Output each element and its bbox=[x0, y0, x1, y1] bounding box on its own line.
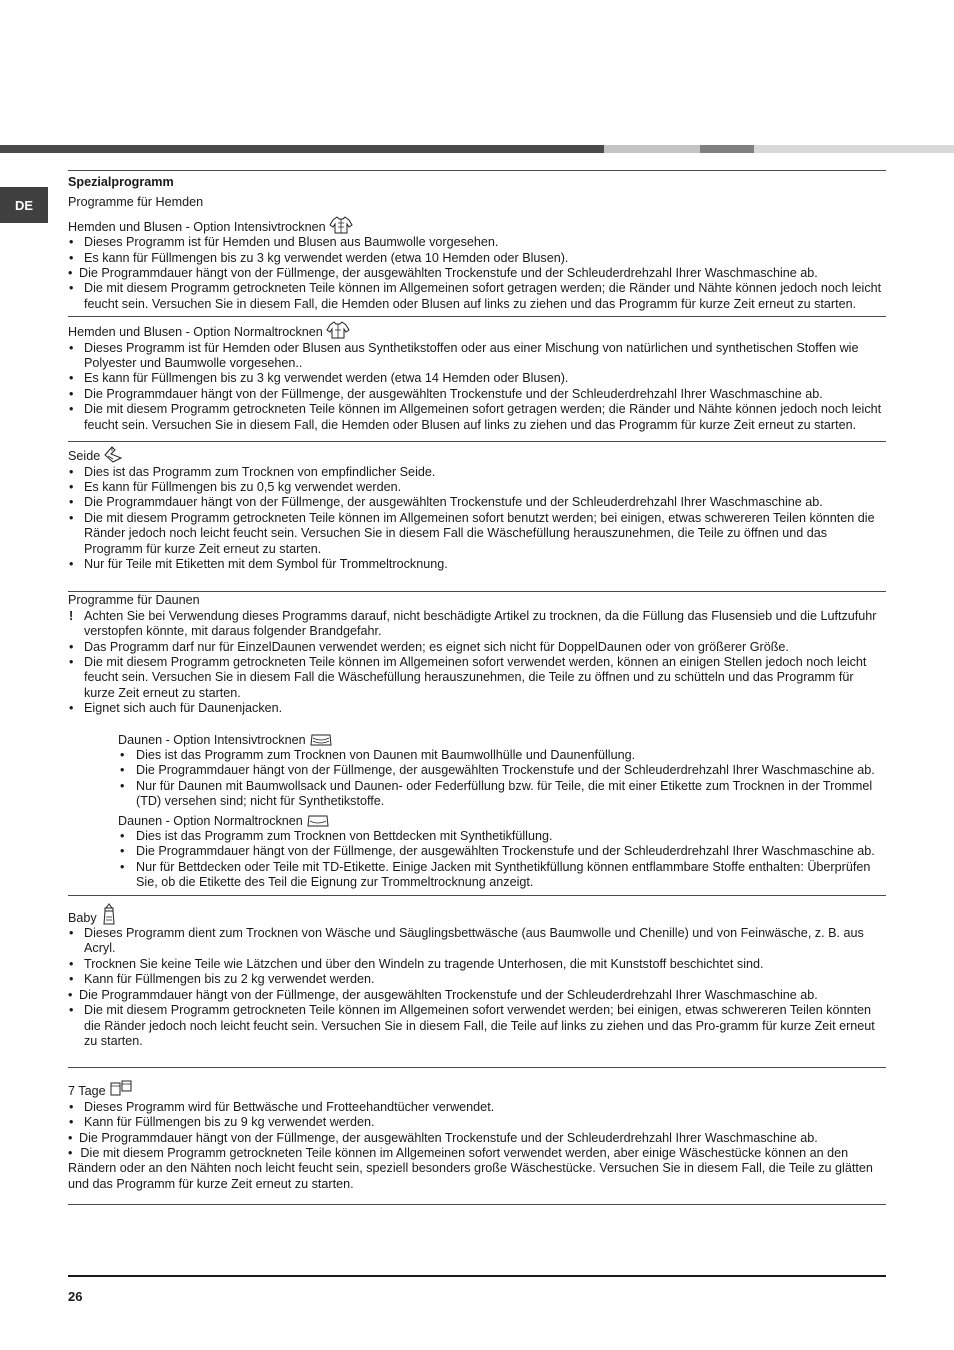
list-item: • Kann für Füllmengen bis zu 2 kg verwendet werden. bbox=[68, 972, 886, 987]
list-item: • Die Programmdauer hängt von der Füllmenge, der ausgewählten Trockenstufe und der Schleuderdrehzahl Ihrer Waschmaschine ab. bbox=[68, 495, 886, 510]
seven-days-list bbox=[68, 1100, 886, 1192]
list-item: • Nur für Bettdecken oder Teile mit TD-Etikette. Einige Jacken mit Synthetikfüllung können entflammbare Stoffe enthalten: Überprüfen Sie, ob die Etikette des Teil die Eignung zur Trommeltrocknung anzeigt. bbox=[118, 860, 886, 891]
shirt-icon bbox=[326, 321, 350, 339]
down-normal-list bbox=[118, 829, 886, 891]
list-item: • Dies ist das Programm zum Trocknen von empfindlicher Seide. bbox=[68, 465, 886, 480]
down-normal-heading bbox=[118, 814, 886, 829]
section-divider bbox=[68, 1204, 886, 1205]
shirts-normal-heading bbox=[68, 321, 886, 340]
list-item: • Trocknen Sie keine Teile wie Lätzchen und über den Windeln zu tragende Unterhosen, die mit Kunststoff beschichtet sind. bbox=[68, 957, 886, 972]
duvet-icon bbox=[309, 733, 333, 747]
list-item: • Es kann für Füllmengen bis zu 3 kg verwendet werden (etwa 14 Hemden oder Blusen). bbox=[68, 371, 886, 386]
section-shirts-normal bbox=[68, 316, 886, 433]
shirts-intensive-list bbox=[68, 235, 886, 312]
header-color-bar bbox=[0, 145, 954, 153]
seven-days-heading bbox=[68, 1080, 886, 1099]
list-item: • Die Programmdauer hängt von der Füllmenge, der ausgewählten Trockenstufe und der Schleuderdrehzahl Ihrer Waschmaschine ab. bbox=[118, 844, 886, 859]
list-item: • Die mit diesem Programm getrockneten Teile können im Allgemeinen sofort benutzt werden; bei einigen, etwas schwereren Teilen könnten die Ränder jedoch noch leicht feucht sein. Versuchen Sie in diesem Fall die Wäschefüllung herauszunehmen, die Teile zu öffnen und das Programm für kurze Zeit erneut zu starten. bbox=[68, 511, 886, 557]
silk-heading bbox=[68, 445, 886, 464]
special-subtitle: Programme für Hemden bbox=[68, 195, 204, 210]
section-down bbox=[68, 591, 886, 890]
section-shirts-intensive bbox=[68, 170, 886, 312]
list-item: • Die Programmdauer hängt von der Füllmenge, der ausgewählten Trockenstufe und der Schleuderdrehzahl Ihrer Waschmaschine ab. bbox=[68, 988, 886, 1003]
baby-list bbox=[68, 926, 886, 1049]
list-item: • Dieses Programm wird für Bettwäsche und Frotteehandtücher verwendet. bbox=[68, 1100, 886, 1115]
page-number: 26 bbox=[68, 1289, 83, 1304]
duvet-icon bbox=[306, 814, 330, 828]
bar-segment-mid bbox=[700, 145, 754, 153]
baby-heading bbox=[68, 903, 886, 926]
down-intensive-heading-text: Daunen - Option Intensivtrocknen bbox=[118, 732, 306, 747]
down-intensive-list bbox=[118, 748, 886, 810]
shirts-intensive-heading-text: Hemden und Blusen - Option Intensivtrocknen bbox=[68, 219, 326, 234]
baby-icon bbox=[100, 903, 118, 925]
list-item: • Dies ist das Programm zum Trocknen von Bettdecken mit Synthetikfüllung. bbox=[118, 829, 886, 844]
seven-days-heading-text: 7 Tage bbox=[68, 1084, 106, 1099]
down-intensive-heading bbox=[118, 733, 886, 748]
list-item: • Nur für Daunen mit Baumwollsack und Daunen- oder Federfüllung bzw. für Teile, die mit einer Etikette zum Trocknen in der Trommel (TD) versehen sind; nicht für Synthetikstoffe. bbox=[118, 779, 886, 810]
list-item: • Das Programm darf nur für EinzelDaunen verwendet werden; es eignet sich nicht für DoppelDaunen oder von größerer Größe. bbox=[68, 640, 886, 655]
list-item: • Dieses Programm dient zum Trocknen von Wäsche und Säuglingsbettwäsche (aus Baumwolle und Chenille) und von Feinwäsche, z. B. aus Acryl. bbox=[68, 926, 886, 957]
shirt-icon bbox=[329, 216, 353, 234]
list-item: • Die mit diesem Programm getrockneten Teile können im Allgemeinen sofort getragen werden; die Ränder und Nähte können jedoch noch leicht feucht sein. Versuchen Sie in diesem Fall, die Hemden oder Blusen auf links zu ziehen und das Programm für kurze Zeit erneut zu starten. bbox=[68, 402, 886, 433]
list-item: • Die Programmdauer hängt von der Füllmenge, der ausgewählten Trockenstufe und der Schleuderdrehzahl Ihrer Waschmaschine ab. bbox=[118, 763, 886, 778]
list-item: • Die Programmdauer hängt von der Füllmenge, der ausgewählten Trockenstufe und der Schleuderdrehzahl Ihrer Waschmaschine ab. bbox=[68, 1131, 886, 1146]
list-item: • Die mit diesem Programm getrockneten Teile können im Allgemeinen sofort verwendet werden; bei einigen, etwas schwereren Teilen könnten die Ränder jedoch noch leicht feucht sein. Versuchen Sie in diesem Fall, die Teile auf links zu ziehen und das Pro-gramm für kurze Zeit erneut zu starten. bbox=[68, 1003, 886, 1049]
special-title: Spezialprogramm bbox=[68, 175, 174, 189]
list-item: • Eignet sich auch für Daunenjacken. bbox=[68, 701, 886, 716]
down-heading: Programme für Daunen bbox=[68, 593, 200, 608]
page-content bbox=[68, 170, 886, 1205]
down-list bbox=[68, 609, 886, 717]
list-item: • Kann für Füllmengen bis zu 9 kg verwendet werden. bbox=[68, 1115, 886, 1130]
down-normal-heading-text: Daunen - Option Normaltrocknen bbox=[118, 813, 303, 828]
list-item: • Dieses Programm ist für Hemden und Blusen aus Baumwolle vorgesehen. bbox=[68, 235, 886, 250]
down-options bbox=[118, 733, 886, 891]
bar-segment-light bbox=[604, 145, 700, 153]
baby-heading-text: Baby bbox=[68, 910, 97, 925]
language-tab: DE bbox=[0, 187, 48, 223]
list-item: • Die mit diesem Programm getrockneten Teile können im Allgemeinen sofort verwendet werden, können an einigen Stellen jedoch noch leicht feucht sein. Versuchen Sie in diesem Fall die Wäschefüllung herauszunehmen, die Teile zu öffnen und zu schütteln und das Programm für kurze Zeit erneut zu starten. bbox=[68, 655, 886, 701]
section-baby bbox=[68, 895, 886, 1050]
bar-segment-pale bbox=[754, 145, 954, 153]
footer-rule bbox=[68, 1275, 886, 1277]
towel-icon bbox=[109, 1080, 133, 1098]
warning-item: ! Achten Sie bei Verwendung dieses Programms darauf, nicht beschädigte Artikel zu trocknen, da die Füllung das Flusensieb und die Luftzufuhr verstopfen könnte, mit daraus folgender Brandgefahr. bbox=[68, 609, 886, 640]
silk-icon bbox=[103, 445, 123, 463]
list-item: • Dies ist das Programm zum Trocknen von Daunen mit Baumwollhülle und Daunenfüllung. bbox=[118, 748, 886, 763]
list-item: • Die mit diesem Programm getrockneten Teile können im Allgemeinen sofort verwendet werden, aber einige Wäschestücke können an den Rändern oder an den Nähten noch leicht feucht sein, speziell besonders große Wäschestücke. Versuchen Sie in diesem Fall, die Teile zu glätten und das Programm für kurze Zeit erneut zu starten. bbox=[68, 1146, 886, 1192]
bar-segment-dark bbox=[0, 145, 604, 153]
list-item: • Es kann für Füllmengen bis zu 3 kg verwendet werden (etwa 10 Hemden oder Blusen). bbox=[68, 251, 886, 266]
list-item: • Nur für Teile mit Etiketten mit dem Symbol für Trommeltrocknung. bbox=[68, 557, 886, 572]
list-item: • Es kann für Füllmengen bis zu 0,5 kg verwendet werden. bbox=[68, 480, 886, 495]
silk-heading-text: Seide bbox=[68, 449, 101, 464]
list-item: • Dieses Programm ist für Hemden oder Blusen aus Synthetikstoffen oder aus einer Mischung von natürlichen und synthetischen Stoffen wie Polyester und Baumwolle vorgesehen.. bbox=[68, 341, 886, 372]
shirts-intensive-heading bbox=[68, 216, 886, 235]
shirts-normal-list bbox=[68, 341, 886, 433]
silk-list bbox=[68, 465, 886, 573]
shirts-normal-heading-text: Hemden und Blusen - Option Normaltrocknen bbox=[68, 325, 323, 340]
list-item: • Die mit diesem Programm getrockneten Teile können im Allgemeinen sofort getragen werden; die Ränder und Nähte können jedoch noch leicht feucht sein. Versuchen Sie in diesem Fall, die Hemden oder Blusen auf links zu ziehen und das Programm für kurze Zeit erneut zu starten. bbox=[68, 281, 886, 312]
section-silk bbox=[68, 441, 886, 572]
section-seven-days bbox=[68, 1067, 886, 1205]
list-item: • Die Programmdauer hängt von der Füllmenge, der ausgewählten Trockenstufe und der Schleuderdrehzahl Ihrer Waschmaschine ab. bbox=[68, 387, 886, 402]
list-item: • Die Programmdauer hängt von der Füllmenge, der ausgewählten Trockenstufe und der Schleuderdrehzahl Ihrer Waschmaschine ab. bbox=[68, 266, 886, 281]
